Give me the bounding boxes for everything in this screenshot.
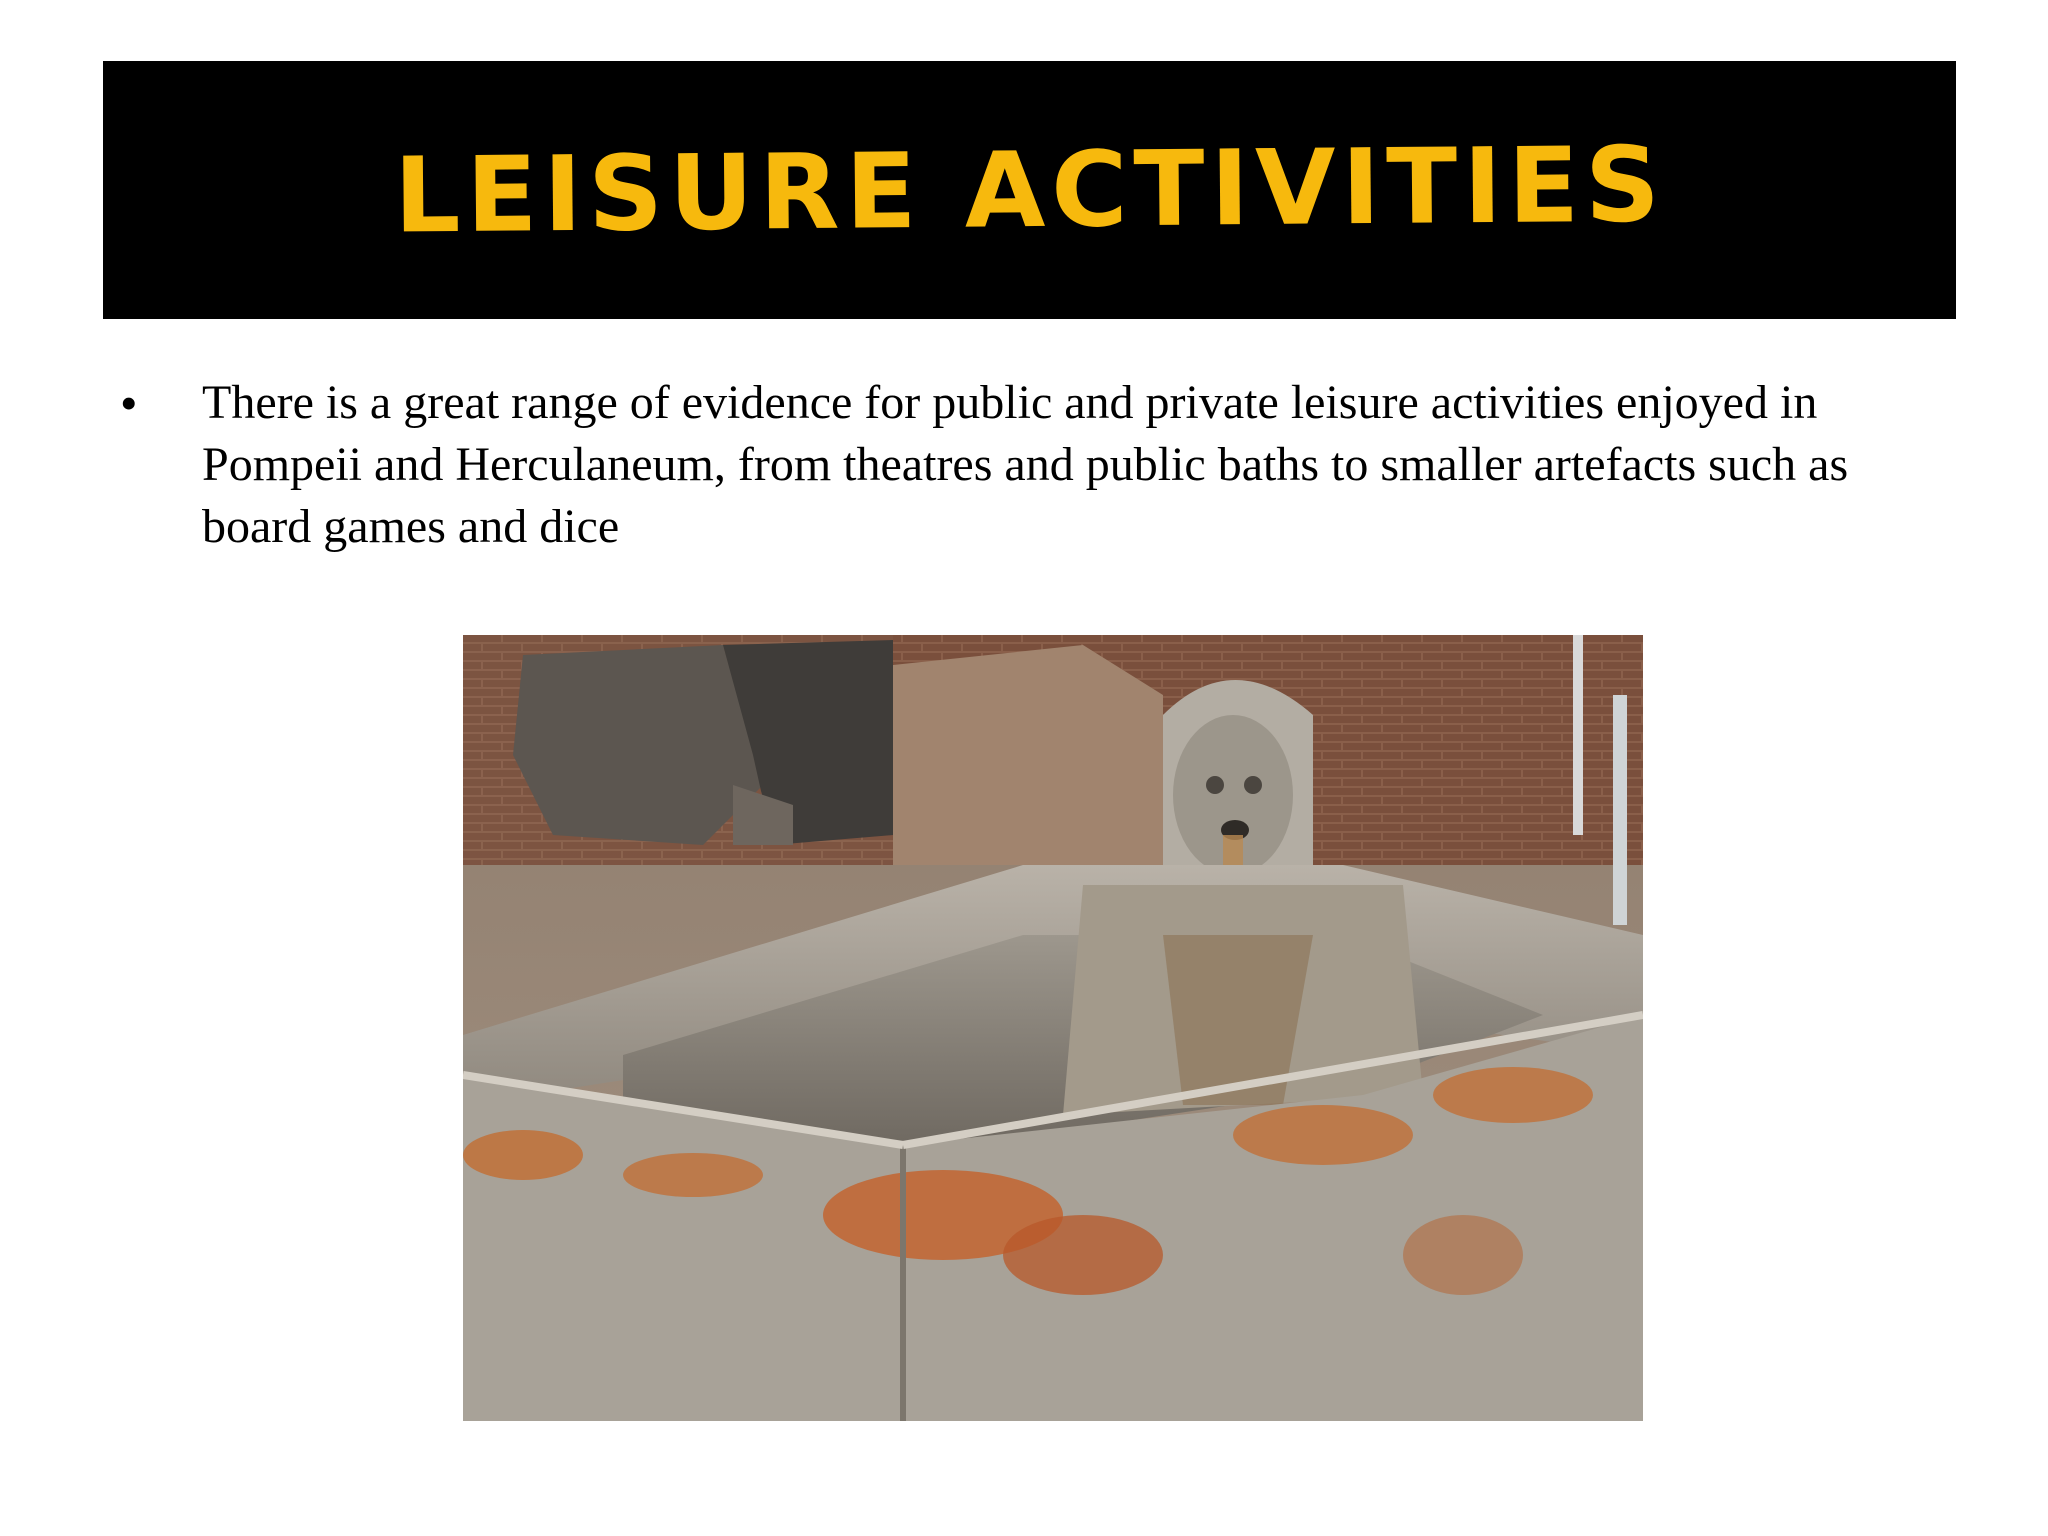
roman-fountain-photo: [463, 635, 1643, 1421]
bullet-item: [120, 372, 1950, 558]
bullet-text: There is a great range of evidence for public and private leisure activities enjoyed in Pompeii and Herculaneum, from theatres and public baths to smaller artefacts such as board games and dice: [202, 376, 1849, 553]
bullet-symbol: •: [120, 375, 138, 431]
title-bar: [103, 61, 1956, 319]
bullet-list: [120, 372, 1950, 558]
fountain-illustration: [463, 635, 1643, 1421]
slide-title: LEISURE ACTIVITIES: [393, 123, 1666, 257]
